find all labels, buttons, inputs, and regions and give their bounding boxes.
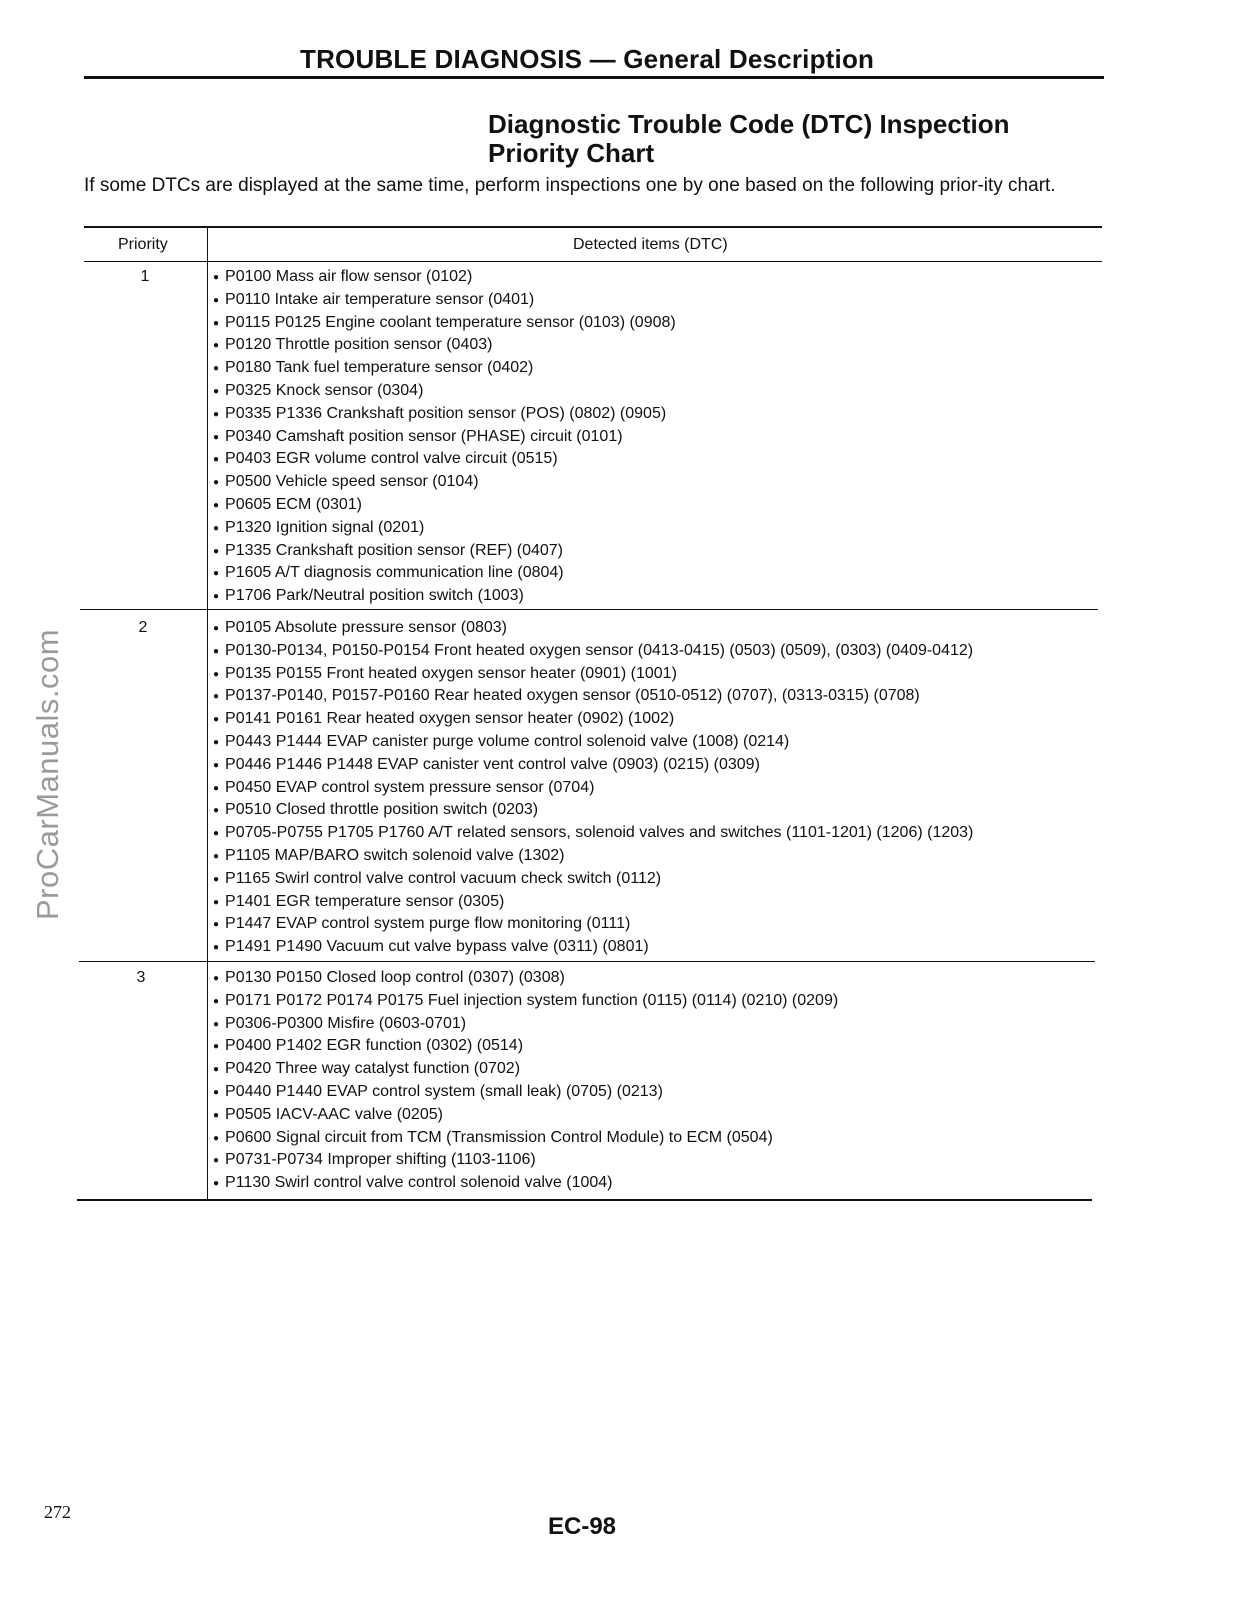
items-column-header: Detected items (DTC)	[573, 236, 728, 253]
list-item: ● P1320 Ignition signal (0201)	[213, 517, 676, 540]
list-item: ● P1105 MAP/BARO switch solenoid valve (1302)	[213, 845, 973, 868]
list-item: ● P0105 Absolute pressure sensor (0803)	[213, 617, 973, 640]
list-item: ● P1706 Park/Neutral position switch (1003)	[213, 585, 676, 608]
list-item: ● P0340 Camshaft position sensor (PHASE) circuit (0101)	[213, 426, 676, 449]
list-item: ● P0115 P0125 Engine coolant temperature sensor (0103) (0908)	[213, 312, 676, 335]
list-item: ● P0335 P1336 Crankshaft position sensor (POS) (0802) (0905)	[213, 403, 676, 426]
list-item: ● P1447 EVAP control system purge flow monitoring (0111)	[213, 913, 973, 936]
list-item: ● P0600 Signal circuit from TCM (Transmission Control Module) to ECM (0504)	[213, 1127, 838, 1150]
intro-paragraph: If some DTCs are displayed at the same time, perform inspections one by one based on the following prior-ity chart.	[84, 175, 1056, 196]
list-item: ● P0446 P1446 P1448 EVAP canister vent control valve (0903) (0215) (0309)	[213, 754, 973, 777]
list-item: ● P0137-P0140, P0157-P0160 Rear heated oxygen sensor (0510-0512) (0707), (0313-0315) (0708)	[213, 685, 973, 708]
group-2-bottom-rule	[79, 961, 1095, 962]
table-header-rule	[84, 261, 1102, 262]
list-item: ● P1335 Crankshaft position sensor (REF) (0407)	[213, 540, 676, 563]
list-item: ● P0510 Closed throttle position switch (0203)	[213, 799, 973, 822]
dtc-list-priority-2	[213, 617, 973, 959]
list-item: ● P0420 Three way catalyst function (0702)	[213, 1058, 838, 1081]
section-title-line-2: Priority Chart	[488, 138, 655, 168]
list-item: ● P0705-P0755 P1705 P1760 A/T related sensors, solenoid valves and switches (1101-1201) (1206) (1203)	[213, 822, 973, 845]
page-code: EC-98	[548, 1513, 617, 1540]
list-item: ● P0180 Tank fuel temperature sensor (0402)	[213, 357, 676, 380]
list-item: ● P1605 A/T diagnosis communication line (0804)	[213, 562, 676, 585]
priority-value-2: 2	[138, 619, 148, 636]
dtc-list-priority-3	[213, 967, 838, 1195]
list-item: ● P1130 Swirl control valve control solenoid valve (1004)	[213, 1172, 838, 1195]
list-item: ● P0120 Throttle position sensor (0403)	[213, 334, 676, 357]
table-top-rule	[84, 226, 1102, 228]
group-1-bottom-rule	[80, 609, 1098, 610]
list-item: ● P0403 EGR volume control valve circuit (0515)	[213, 448, 676, 471]
list-item: ● P0100 Mass air flow sensor (0102)	[213, 266, 676, 289]
list-item: ● P0135 P0155 Front heated oxygen sensor heater (0901) (1001)	[213, 663, 973, 686]
list-item: ● P1401 EGR temperature sensor (0305)	[213, 891, 973, 914]
list-item: ● P0505 IACV-AAC valve (0205)	[213, 1104, 838, 1127]
list-item: ● P0306-P0300 Misfire (0603-0701)	[213, 1013, 838, 1036]
list-item: ● P0443 P1444 EVAP canister purge volume control solenoid valve (1008) (0214)	[213, 731, 973, 754]
list-item: ● P0171 P0172 P0174 P0175 Fuel injection system function (0115) (0114) (0210) (0209)	[213, 990, 838, 1013]
list-item: ● P0440 P1440 EVAP control system (small leak) (0705) (0213)	[213, 1081, 838, 1104]
list-item: ● P0400 P1402 EGR function (0302) (0514)	[213, 1035, 838, 1058]
list-item: ● P0130-P0134, P0150-P0154 Front heated oxygen sensor (0413-0415) (0503) (0509), (0303) (0409-0412)	[213, 640, 973, 663]
list-item: ● P1491 P1490 Vacuum cut valve bypass valve (0311) (0801)	[213, 936, 973, 959]
list-item: ● P0130 P0150 Closed loop control (0307) (0308)	[213, 967, 838, 990]
dtc-list-priority-1	[213, 266, 676, 608]
column-divider	[207, 228, 208, 1200]
priority-value-1: 1	[140, 268, 150, 285]
page-header-title: TROUBLE DIAGNOSIS — General Description	[300, 44, 875, 74]
list-item: ● P0450 EVAP control system pressure sensor (0704)	[213, 777, 973, 800]
priority-column-header: Priority	[118, 236, 168, 253]
section-title-line-1: Diagnostic Trouble Code (DTC) Inspection	[488, 109, 1010, 139]
list-item: ● P0500 Vehicle speed sensor (0104)	[213, 471, 676, 494]
list-item: ● P0110 Intake air temperature sensor (0401)	[213, 289, 676, 312]
list-item: ● P0731-P0734 Improper shifting (1103-1106)	[213, 1149, 838, 1172]
list-item: ● P0325 Knock sensor (0304)	[213, 380, 676, 403]
list-item: ● P1165 Swirl control valve control vacuum check switch (0112)	[213, 868, 973, 891]
table-bottom-rule	[77, 1199, 1092, 1201]
watermark: ProCarManuals.com	[30, 628, 65, 920]
page-number: 272	[44, 1502, 71, 1522]
list-item: ● P0141 P0161 Rear heated oxygen sensor heater (0902) (1002)	[213, 708, 973, 731]
list-item: ● P0605 ECM (0301)	[213, 494, 676, 517]
priority-value-3: 3	[136, 969, 146, 986]
